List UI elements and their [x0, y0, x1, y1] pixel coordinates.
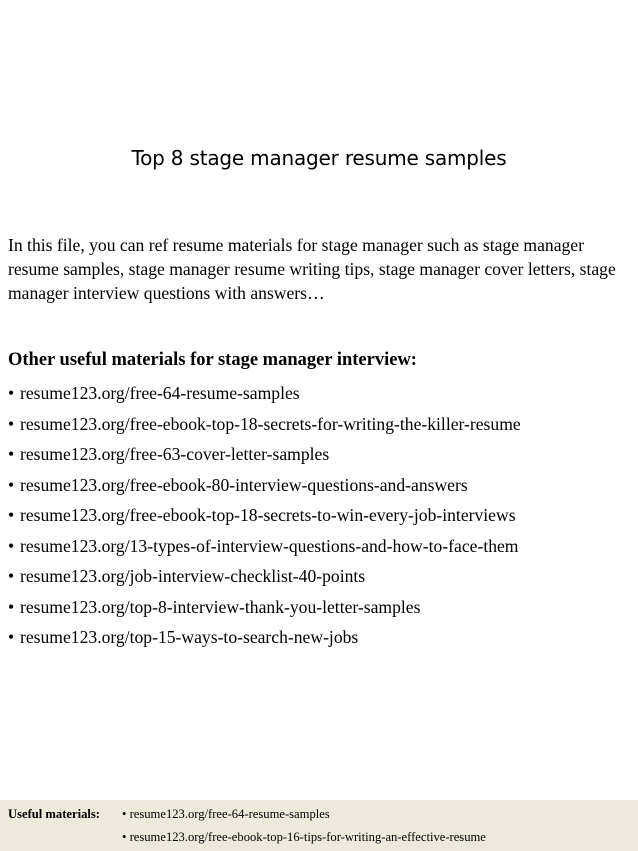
bullet-icon: • — [8, 444, 15, 464]
materials-link-item[interactable] — [8, 439, 521, 470]
materials-link-item[interactable] — [8, 592, 521, 623]
footer-label — [8, 803, 100, 826]
materials-link-item[interactable] — [8, 470, 521, 501]
page-title: Top 8 stage manager resume samples — [131, 146, 507, 170]
bullet-icon: • — [8, 474, 15, 495]
bullet-icon: • — [122, 830, 127, 844]
materials-link-text[interactable]: resume123.org/free-64-resume-samples — [20, 383, 300, 403]
materials-link-text[interactable]: resume123.org/job-interview-checklist-40-points — [20, 566, 366, 586]
materials-link-item[interactable] — [8, 622, 521, 653]
footer-link-text[interactable]: resume123.org/free-ebook-top-16-tips-for-writing-an-effective-resume — [129, 830, 486, 844]
intro-paragraph: In this file, you can ref resume materials for stage manager such as stage manager resume samples, stage manager resume writing tips, stage manager cover letters, stage manager interview questions with answers… — [8, 235, 616, 303]
materials-link-item[interactable] — [8, 561, 521, 592]
materials-link-text[interactable]: resume123.org/free-ebook-top-18-secrets-for-writing-the-killer-resume — [20, 413, 521, 434]
footer-label-separator: : — [95, 807, 100, 821]
footer-link-item[interactable] — [122, 826, 486, 849]
bullet-icon: • — [8, 505, 15, 525]
footer-link-list — [122, 803, 486, 849]
materials-link-text[interactable]: resume123.org/free-ebook-top-18-secrets-to-win-every-job-interviews — [20, 505, 516, 525]
materials-link-list — [8, 378, 521, 653]
bullet-icon: • — [8, 627, 15, 647]
footer-bar — [0, 800, 638, 851]
materials-heading: Other useful materials for stage manager interview: — [8, 350, 417, 370]
bullet-icon: • — [122, 807, 127, 821]
footer-link-item[interactable] — [122, 803, 486, 826]
bullet-icon: • — [8, 535, 15, 556]
materials-link-text[interactable]: resume123.org/free-63-cover-letter-samples — [20, 444, 330, 464]
materials-link-text[interactable]: resume123.org/top-8-interview-thank-you-letter-samples — [20, 596, 421, 617]
bullet-icon: • — [8, 413, 15, 434]
materials-link-item[interactable] — [8, 531, 521, 562]
materials-link-text[interactable]: resume123.org/free-ebook-80-interview-questions-and-answers — [20, 474, 468, 495]
materials-link-text[interactable]: resume123.org/top-15-ways-to-search-new-jobs — [20, 627, 359, 647]
materials-link-item[interactable] — [8, 500, 521, 531]
materials-link-item[interactable] — [8, 378, 521, 409]
bullet-icon: • — [8, 566, 15, 586]
footer-link-text[interactable]: resume123.org/free-64-resume-samples — [129, 807, 330, 821]
materials-link-item[interactable] — [8, 409, 521, 440]
materials-link-text[interactable]: resume123.org/13-types-of-interview-questions-and-how-to-face-them — [20, 535, 519, 556]
bullet-icon: • — [8, 383, 15, 403]
footer-label-text: Useful materials — [8, 807, 96, 821]
bullet-icon: • — [8, 596, 15, 617]
